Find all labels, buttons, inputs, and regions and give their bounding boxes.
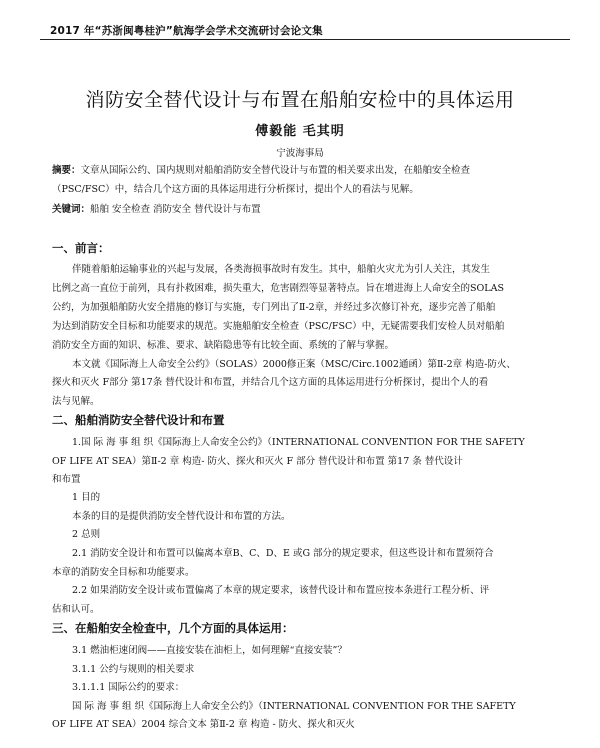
paragraph-line: 本条的目的是提供消防安全替代设计和布置的方法。: [72, 511, 291, 522]
paragraph-line: 3.1 燃油柜速闭阀——直接安装在油柜上，如何理解“直接安装”？: [72, 645, 347, 656]
abstract-line-1: [52, 164, 470, 178]
section-heading-1: 一、前言：: [52, 241, 110, 255]
paragraph-line: 2.2 如果消防安全设计或布置偏离了本章的规定要求，该替代设计和布置应按本条进行工程分析、评: [72, 585, 490, 596]
paper-affiliation: 宁波海事局: [276, 148, 324, 159]
paragraph-line: 本文就《国际海上人命安全公约》（SOLAS）2000修正案（MSC/Circ.1002通函）第Ⅱ-2章 构造-防火、: [72, 359, 516, 370]
section-heading-2: 二、船舶消防安全替代设计和布置: [52, 413, 225, 427]
paragraph-line: 国 际 海 事 组 织《国际海上人命安全公约》（INTERNATIONAL CONVENTION FOR THE SAFETY: [72, 701, 516, 712]
abstract-label: 摘要：: [52, 165, 81, 176]
section-heading-3: 三、在船舶安全检查中，几个方面的具体运用：: [52, 621, 294, 635]
paragraph-line: 3.1.1.1 国际公约的要求：: [72, 682, 185, 693]
paragraph-line: 1.国 际 海 事 组 织《国际海上人命安全公约》（INTERNATIONAL CONVENTION FOR THE SAFETY: [72, 437, 525, 448]
paragraph-line: 本章的消防安全目标和功能要求。: [52, 567, 195, 578]
abstract-text-1: 文章从国际公约、国内规则对船舶消防安全替代设计与布置的相关要求出发，在船舶安全检查: [80, 165, 471, 176]
paragraph-line: 和布置: [52, 474, 81, 485]
header-rule: [40, 39, 570, 40]
keywords-label: 关键词：: [52, 204, 91, 215]
paragraph-line: OF LIFE AT SEA）第Ⅱ-2 章 构造- 防火、探火和灭火 F 部分 替代设计和布置 第17 条 替代设计: [52, 456, 463, 467]
paragraph-line: 法与见解。: [52, 396, 100, 407]
paper-authors: 傅毅能 毛其明: [255, 124, 345, 139]
paragraph-line: 估和认可。: [52, 604, 100, 615]
paragraph-line: 消防安全方面的知识、标准、要求、缺陷隐患等有比较全面、系统的了解与掌握。: [52, 340, 395, 351]
keywords-line: [52, 203, 261, 217]
paragraph-line: 伴随着船舶运输事业的兴起与发展，各类海损事故时有发生。其中，船舶火灾尤为引人关注，其发生: [72, 264, 491, 275]
keywords-text: 船舶 安全检查 消防安全 替代设计与布置: [90, 204, 261, 215]
abstract-line-2: （PSC/FSC）中，结合几个这方面的具体运用进行分析探讨，提出个人的看法与见解。: [52, 184, 419, 195]
paragraph-line: 比例之高一直位于前列，具有扑救困难，损失重大，危害剧烈等显著特点。旨在增进海上人命安全的SOLAS: [52, 283, 504, 294]
paragraph-line: 1 目的: [72, 492, 101, 503]
paragraph-line: OF LIFE AT SEA）2004 综合文本 第Ⅱ-2 章 构造 - 防火、探火和灭火: [52, 719, 355, 730]
paragraph-line: 为达到消防安全目标和功能要求的规范。实施船舶安全检查（PSC/FSC）中，无疑需要我们安检人员对船舶: [52, 321, 505, 332]
paragraph-line: 公约，为加强船舶防火安全措施的修订与实施，专门列出了Ⅱ-2章，并经过多次修订补充，逐步完善了船舶: [52, 302, 496, 313]
running-header: 2017 年“苏浙闽粤桂沪”航海学会学术交流研讨会论文集: [50, 25, 323, 37]
paper-title: 消防安全替代设计与布置在船舶安检中的具体运用: [85, 89, 515, 111]
paragraph-line: 2.1 消防安全设计和布置可以偏离本章B、C、D、E 或G 部分的规定要求，但这些设计和布置须符合: [72, 548, 494, 559]
paragraph-line: 2 总则: [72, 529, 101, 540]
paragraph-line: 3.1.1 公约与规则的相关要求: [72, 664, 195, 675]
paragraph-line: 探火和灭火 F部分 第17条 替代设计和布置，并结合几个这方面的具体运用进行分析探讨，提出个人的看: [52, 377, 489, 388]
